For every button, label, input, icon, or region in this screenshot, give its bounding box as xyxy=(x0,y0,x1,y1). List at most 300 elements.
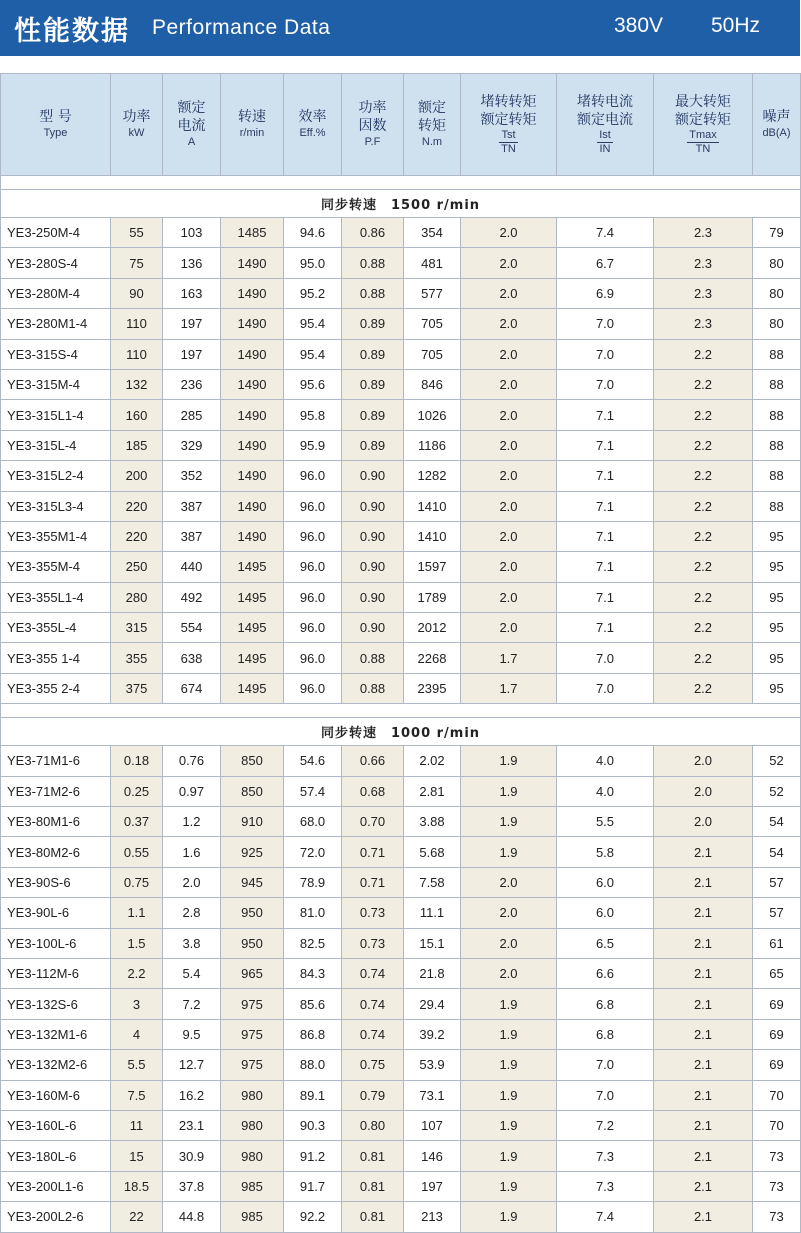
data-cell: 2.1 xyxy=(654,1019,753,1049)
data-cell: 2.0 xyxy=(461,369,557,399)
data-cell: 2.1 xyxy=(654,958,753,988)
data-cell: 0.55 xyxy=(111,837,163,867)
table-row xyxy=(1,898,801,928)
data-cell: 73.1 xyxy=(404,1080,461,1110)
model-cell: YE3-132M2-6 xyxy=(1,1050,111,1080)
data-cell: 1495 xyxy=(221,582,284,612)
data-cell: 0.18 xyxy=(111,746,163,776)
data-cell: 95 xyxy=(753,552,801,582)
data-cell: 96.0 xyxy=(284,673,342,703)
data-cell: 2.2 xyxy=(654,521,753,551)
header-row xyxy=(1,74,801,176)
table-row xyxy=(1,400,801,430)
column-header-unit: r/min xyxy=(239,127,265,139)
data-cell: 95.4 xyxy=(284,309,342,339)
data-cell: 0.76 xyxy=(163,746,221,776)
column-header-label: 堵转转矩 xyxy=(480,94,537,110)
data-cell: 7.3 xyxy=(557,1171,654,1201)
model-cell: YE3-80M2-6 xyxy=(1,837,111,867)
data-cell: 7.1 xyxy=(557,613,654,643)
data-cell: 975 xyxy=(221,989,284,1019)
data-cell: 0.80 xyxy=(342,1110,404,1140)
column-header-unit: P.F xyxy=(364,136,381,148)
data-cell: 75 xyxy=(111,248,163,278)
data-cell: 674 xyxy=(163,673,221,703)
data-cell: 1282 xyxy=(404,461,461,491)
data-cell: 0.89 xyxy=(342,309,404,339)
column-header-label: 效率 xyxy=(298,109,327,125)
data-cell: 1490 xyxy=(221,430,284,460)
column-header-label: 功率 xyxy=(122,109,151,125)
model-cell: YE3-200L1-6 xyxy=(1,1171,111,1201)
data-cell: 481 xyxy=(404,248,461,278)
data-cell: 1490 xyxy=(221,369,284,399)
table-body xyxy=(1,176,801,1233)
data-cell: 1.1 xyxy=(111,898,163,928)
data-cell: 0.79 xyxy=(342,1080,404,1110)
data-cell: 1490 xyxy=(221,400,284,430)
data-cell: 7.2 xyxy=(163,989,221,1019)
column-header xyxy=(284,74,342,176)
data-cell: 375 xyxy=(111,673,163,703)
table-row xyxy=(1,867,801,897)
data-cell: 57 xyxy=(753,898,801,928)
data-cell: 6.6 xyxy=(557,958,654,988)
data-cell: 945 xyxy=(221,867,284,897)
data-cell: 0.89 xyxy=(342,369,404,399)
data-cell: 0.90 xyxy=(342,491,404,521)
gap-cell xyxy=(1,176,801,190)
data-cell: 1.6 xyxy=(163,837,221,867)
data-cell: 1495 xyxy=(221,552,284,582)
data-cell: 2.2 xyxy=(654,400,753,430)
data-cell: 55 xyxy=(111,218,163,248)
data-cell: 197 xyxy=(163,309,221,339)
model-cell: YE3-100L-6 xyxy=(1,928,111,958)
model-cell: YE3-90S-6 xyxy=(1,867,111,897)
data-cell: 1495 xyxy=(221,613,284,643)
data-cell: 7.0 xyxy=(557,643,654,673)
ratio-numerator: Tst xyxy=(501,129,516,141)
data-cell: 1.9 xyxy=(461,746,557,776)
data-cell: 280 xyxy=(111,582,163,612)
data-cell: 0.66 xyxy=(342,746,404,776)
data-cell: 0.89 xyxy=(342,430,404,460)
data-cell: 6.9 xyxy=(557,278,654,308)
data-cell: 329 xyxy=(163,430,221,460)
data-cell: 0.74 xyxy=(342,1019,404,1049)
data-cell: 2.0 xyxy=(461,461,557,491)
data-cell: 54 xyxy=(753,807,801,837)
data-cell: 0.90 xyxy=(342,613,404,643)
data-cell: 88 xyxy=(753,400,801,430)
data-cell: 7.58 xyxy=(404,867,461,897)
data-cell: 2.0 xyxy=(654,746,753,776)
data-cell: 2.0 xyxy=(461,898,557,928)
data-cell: 69 xyxy=(753,989,801,1019)
ratio-denominator: TN xyxy=(695,143,711,155)
data-cell: 1.5 xyxy=(111,928,163,958)
data-cell: 0.97 xyxy=(163,776,221,806)
data-cell: 110 xyxy=(111,309,163,339)
column-header xyxy=(342,74,404,176)
data-cell: 0.86 xyxy=(342,218,404,248)
data-cell: 6.7 xyxy=(557,248,654,278)
table-row xyxy=(1,1050,801,1080)
data-cell: 82.5 xyxy=(284,928,342,958)
data-cell: 2.02 xyxy=(404,746,461,776)
table-row xyxy=(1,582,801,612)
data-cell: 3.88 xyxy=(404,807,461,837)
voltage-label: 380V xyxy=(614,14,664,37)
data-cell: 54.6 xyxy=(284,746,342,776)
data-cell: 2.0 xyxy=(461,400,557,430)
data-cell: 980 xyxy=(221,1110,284,1140)
data-cell: 2.3 xyxy=(654,248,753,278)
column-header-label: 转矩 xyxy=(418,118,446,134)
column-header-unit: Type xyxy=(43,127,68,139)
data-cell: 2.0 xyxy=(461,552,557,582)
data-cell: 2.1 xyxy=(654,928,753,958)
data-cell: 65 xyxy=(753,958,801,988)
model-cell: YE3-80M1-6 xyxy=(1,807,111,837)
data-cell: 7.1 xyxy=(557,430,654,460)
data-cell: 2.2 xyxy=(654,673,753,703)
data-cell: 2.0 xyxy=(461,218,557,248)
model-cell: YE3-71M1-6 xyxy=(1,746,111,776)
data-cell: 2.1 xyxy=(654,837,753,867)
column-header-label: 额定转矩 xyxy=(675,112,731,128)
data-cell: 7.1 xyxy=(557,552,654,582)
model-cell: YE3-112M-6 xyxy=(1,958,111,988)
table-row xyxy=(1,1019,801,1049)
data-cell: 9.5 xyxy=(163,1019,221,1049)
data-cell: 73 xyxy=(753,1171,801,1201)
table-row xyxy=(1,776,801,806)
column-header-label: 额定转矩 xyxy=(480,112,537,128)
data-cell: 1.9 xyxy=(461,807,557,837)
data-cell: 7.4 xyxy=(557,1202,654,1232)
data-cell: 1.9 xyxy=(461,837,557,867)
data-cell: 7.0 xyxy=(557,369,654,399)
data-cell: 2.3 xyxy=(654,218,753,248)
model-cell: YE3-280S-4 xyxy=(1,248,111,278)
data-cell: 91.2 xyxy=(284,1141,342,1171)
data-cell: 7.0 xyxy=(557,339,654,369)
table-row xyxy=(1,746,801,776)
data-cell: 1.9 xyxy=(461,1110,557,1140)
data-cell: 81.0 xyxy=(284,898,342,928)
column-header-label: 额定 xyxy=(418,100,446,116)
data-cell: 492 xyxy=(163,582,221,612)
data-cell: 705 xyxy=(404,339,461,369)
data-cell: 0.90 xyxy=(342,521,404,551)
data-cell: 96.0 xyxy=(284,491,342,521)
model-cell: YE3-315S-4 xyxy=(1,339,111,369)
data-cell: 146 xyxy=(404,1141,461,1171)
data-cell: 7.1 xyxy=(557,400,654,430)
data-cell: 3.8 xyxy=(163,928,221,958)
data-cell: 73 xyxy=(753,1141,801,1171)
data-cell: 0.74 xyxy=(342,989,404,1019)
data-cell: 1490 xyxy=(221,339,284,369)
data-cell: 30.9 xyxy=(163,1141,221,1171)
model-cell: YE3-315M-4 xyxy=(1,369,111,399)
model-cell: YE3-355 1-4 xyxy=(1,643,111,673)
model-cell: YE3-355M-4 xyxy=(1,552,111,582)
data-cell: 2.81 xyxy=(404,776,461,806)
data-cell: 2.0 xyxy=(461,613,557,643)
data-cell: 1.9 xyxy=(461,1050,557,1080)
section-header-row xyxy=(1,190,801,218)
data-cell: 2.0 xyxy=(163,867,221,897)
data-cell: 1490 xyxy=(221,248,284,278)
column-header xyxy=(1,74,111,176)
table-row xyxy=(1,613,801,643)
data-cell: 4.0 xyxy=(557,746,654,776)
data-cell: 5.8 xyxy=(557,837,654,867)
data-cell: 250 xyxy=(111,552,163,582)
data-cell: 84.3 xyxy=(284,958,342,988)
table-row xyxy=(1,928,801,958)
data-cell: 1.9 xyxy=(461,1080,557,1110)
model-cell: YE3-250M-4 xyxy=(1,218,111,248)
data-cell: 72.0 xyxy=(284,837,342,867)
data-cell: 0.88 xyxy=(342,673,404,703)
data-cell: 705 xyxy=(404,309,461,339)
column-header xyxy=(221,74,284,176)
data-cell: 7.1 xyxy=(557,461,654,491)
data-cell: 1.9 xyxy=(461,776,557,806)
data-cell: 1.2 xyxy=(163,807,221,837)
section-gap xyxy=(1,176,801,190)
data-cell: 197 xyxy=(163,339,221,369)
data-cell: 95 xyxy=(753,673,801,703)
table-row xyxy=(1,1171,801,1201)
table-row xyxy=(1,369,801,399)
data-cell: 91.7 xyxy=(284,1171,342,1201)
data-cell: 52 xyxy=(753,746,801,776)
column-header-label: 转速 xyxy=(238,109,266,125)
data-cell: 220 xyxy=(111,491,163,521)
data-cell: 2.2 xyxy=(654,552,753,582)
data-cell: 5.5 xyxy=(557,807,654,837)
data-cell: 88 xyxy=(753,461,801,491)
data-cell: 69 xyxy=(753,1050,801,1080)
data-cell: 985 xyxy=(221,1171,284,1201)
data-cell: 0.68 xyxy=(342,776,404,806)
model-cell: YE3-355L-4 xyxy=(1,613,111,643)
data-cell: 2.0 xyxy=(654,807,753,837)
data-cell: 0.88 xyxy=(342,278,404,308)
data-cell: 0.71 xyxy=(342,837,404,867)
data-cell: 1490 xyxy=(221,461,284,491)
table-row xyxy=(1,491,801,521)
data-cell: 107 xyxy=(404,1110,461,1140)
model-cell: YE3-180L-6 xyxy=(1,1141,111,1171)
data-cell: 95.0 xyxy=(284,248,342,278)
column-header-unit: A xyxy=(187,136,196,148)
data-cell: 11 xyxy=(111,1110,163,1140)
data-cell: 1789 xyxy=(404,582,461,612)
data-cell: 0.37 xyxy=(111,807,163,837)
data-cell: 1490 xyxy=(221,491,284,521)
data-cell: 5.68 xyxy=(404,837,461,867)
table-row xyxy=(1,673,801,703)
data-cell: 1.9 xyxy=(461,1141,557,1171)
data-cell: 15.1 xyxy=(404,928,461,958)
data-cell: 440 xyxy=(163,552,221,582)
model-cell: YE3-355L1-4 xyxy=(1,582,111,612)
frequency-label: 50Hz xyxy=(711,14,761,37)
data-cell: 850 xyxy=(221,746,284,776)
column-header-label: 堵转电流 xyxy=(577,94,633,110)
data-cell: 2012 xyxy=(404,613,461,643)
data-cell: 44.8 xyxy=(163,1202,221,1232)
data-cell: 2.0 xyxy=(461,430,557,460)
table-row xyxy=(1,278,801,308)
data-cell: 1495 xyxy=(221,673,284,703)
data-cell: 96.0 xyxy=(284,552,342,582)
data-cell: 80 xyxy=(753,309,801,339)
data-cell: 2.0 xyxy=(461,309,557,339)
data-cell: 1597 xyxy=(404,552,461,582)
data-cell: 0.25 xyxy=(111,776,163,806)
data-cell: 1.7 xyxy=(461,673,557,703)
data-cell: 2.2 xyxy=(111,958,163,988)
data-cell: 90.3 xyxy=(284,1110,342,1140)
data-cell: 1.7 xyxy=(461,643,557,673)
data-cell: 355 xyxy=(111,643,163,673)
data-cell: 16.2 xyxy=(163,1080,221,1110)
data-cell: 1026 xyxy=(404,400,461,430)
data-cell: 95.4 xyxy=(284,339,342,369)
data-cell: 1410 xyxy=(404,491,461,521)
data-cell: 0.73 xyxy=(342,928,404,958)
data-cell: 163 xyxy=(163,278,221,308)
data-cell: 80 xyxy=(753,278,801,308)
data-cell: 387 xyxy=(163,521,221,551)
data-cell: 1.9 xyxy=(461,1202,557,1232)
column-header xyxy=(557,74,654,176)
data-cell: 2.0 xyxy=(461,958,557,988)
data-cell: 185 xyxy=(111,430,163,460)
data-cell: 950 xyxy=(221,928,284,958)
data-cell: 2.1 xyxy=(654,1110,753,1140)
data-cell: 18.5 xyxy=(111,1171,163,1201)
model-cell: YE3-132M1-6 xyxy=(1,1019,111,1049)
ratio-denominator: TN xyxy=(501,143,516,155)
data-cell: 0.70 xyxy=(342,807,404,837)
data-cell: 90 xyxy=(111,278,163,308)
data-cell: 57 xyxy=(753,867,801,897)
data-cell: 285 xyxy=(163,400,221,430)
data-cell: 88 xyxy=(753,339,801,369)
column-header-label: 电流 xyxy=(177,118,206,134)
data-cell: 7.0 xyxy=(557,309,654,339)
data-cell: 2.2 xyxy=(654,643,753,673)
model-cell: YE3-90L-6 xyxy=(1,898,111,928)
table-row xyxy=(1,958,801,988)
table-row xyxy=(1,1202,801,1232)
table-header xyxy=(1,74,801,176)
data-cell: 2.0 xyxy=(461,867,557,897)
data-cell: 0.81 xyxy=(342,1171,404,1201)
data-cell: 88.0 xyxy=(284,1050,342,1080)
column-header-ratio xyxy=(558,129,652,156)
column-header xyxy=(753,74,801,176)
data-cell: 61 xyxy=(753,928,801,958)
data-cell: 2.8 xyxy=(163,898,221,928)
table-row xyxy=(1,989,801,1019)
data-cell: 0.88 xyxy=(342,643,404,673)
data-cell: 352 xyxy=(163,461,221,491)
data-cell: 7.3 xyxy=(557,1141,654,1171)
table-row xyxy=(1,837,801,867)
table-row xyxy=(1,248,801,278)
data-cell: 554 xyxy=(163,613,221,643)
data-cell: 2.0 xyxy=(654,776,753,806)
data-cell: 0.89 xyxy=(342,400,404,430)
data-cell: 2.1 xyxy=(654,898,753,928)
data-cell: 160 xyxy=(111,400,163,430)
model-cell: YE3-355 2-4 xyxy=(1,673,111,703)
data-cell: 0.71 xyxy=(342,867,404,897)
data-cell: 94.6 xyxy=(284,218,342,248)
data-cell: 23.1 xyxy=(163,1110,221,1140)
data-cell: 2.3 xyxy=(654,309,753,339)
model-cell: YE3-71M2-6 xyxy=(1,776,111,806)
table-row xyxy=(1,1110,801,1140)
data-cell: 15 xyxy=(111,1141,163,1171)
ratio-numerator: Ist xyxy=(599,129,611,141)
data-cell: 37.8 xyxy=(163,1171,221,1201)
column-header xyxy=(654,74,753,176)
data-cell: 29.4 xyxy=(404,989,461,1019)
data-cell: 7.4 xyxy=(557,218,654,248)
data-cell: 1.9 xyxy=(461,1019,557,1049)
column-header-label: 型 号 xyxy=(39,109,72,125)
data-cell: 88 xyxy=(753,491,801,521)
section-label: 同步转速 1000 r/min xyxy=(1,718,801,746)
ratio-numerator: Tmax xyxy=(689,129,717,141)
data-cell: 2.1 xyxy=(654,1171,753,1201)
data-cell: 1490 xyxy=(221,309,284,339)
table-row xyxy=(1,430,801,460)
data-cell: 1495 xyxy=(221,643,284,673)
column-header-unit: N.m xyxy=(421,136,443,148)
data-cell: 88 xyxy=(753,369,801,399)
table-row xyxy=(1,461,801,491)
data-cell: 96.0 xyxy=(284,461,342,491)
data-cell: 0.81 xyxy=(342,1141,404,1171)
column-header xyxy=(404,74,461,176)
data-cell: 69 xyxy=(753,1019,801,1049)
data-cell: 1410 xyxy=(404,521,461,551)
data-cell: 0.81 xyxy=(342,1202,404,1232)
section-header-row xyxy=(1,718,801,746)
data-cell: 975 xyxy=(221,1019,284,1049)
data-cell: 136 xyxy=(163,248,221,278)
data-cell: 315 xyxy=(111,613,163,643)
data-cell: 5.5 xyxy=(111,1050,163,1080)
column-header-unit: Eff.% xyxy=(299,127,326,139)
data-cell: 2.0 xyxy=(461,248,557,278)
data-cell: 910 xyxy=(221,807,284,837)
data-cell: 965 xyxy=(221,958,284,988)
data-cell: 96.0 xyxy=(284,643,342,673)
data-cell: 110 xyxy=(111,339,163,369)
